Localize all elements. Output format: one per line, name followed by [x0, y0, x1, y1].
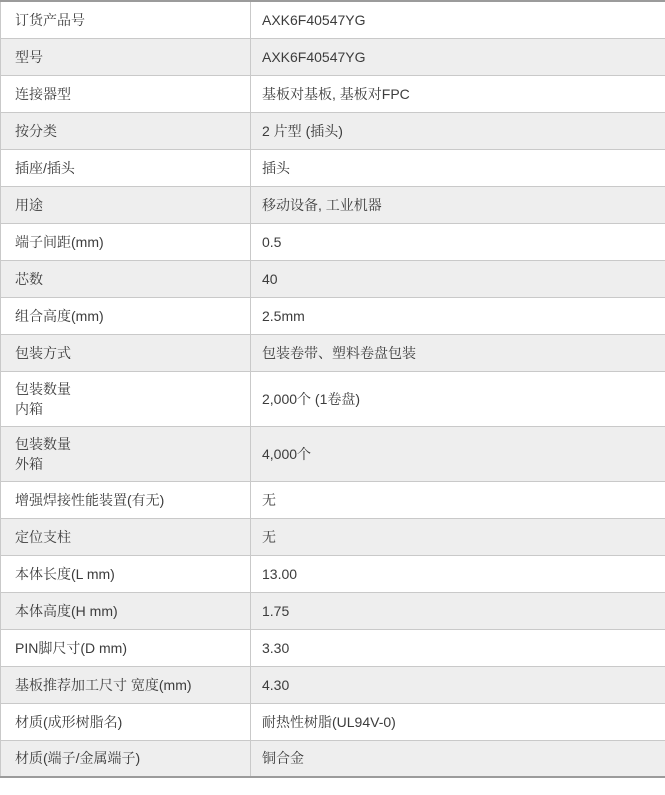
spec-label: 插座/插头	[1, 149, 251, 186]
spec-label: 本体高度(H mm)	[1, 592, 251, 629]
spec-value: 耐热性树脂(UL94V-0)	[251, 703, 665, 740]
table-row	[1, 334, 665, 371]
table-row	[1, 371, 665, 426]
table-row	[1, 592, 665, 629]
spec-value: 包装卷带、塑料卷盘包装	[251, 334, 665, 371]
spec-value: AXK6F40547YG	[251, 38, 665, 75]
table-row	[1, 112, 665, 149]
spec-table-body	[1, 1, 665, 777]
table-row	[1, 703, 665, 740]
spec-value: 2,000个 (1卷盘)	[251, 371, 665, 426]
spec-label: 按分类	[1, 112, 251, 149]
spec-label: 组合高度(mm)	[1, 297, 251, 334]
spec-value: 2 片型 (插头)	[251, 112, 665, 149]
table-row	[1, 481, 665, 518]
spec-value: 铜合金	[251, 740, 665, 777]
spec-label: 基板推荐加工尺寸 宽度(mm)	[1, 666, 251, 703]
table-row	[1, 297, 665, 334]
spec-label: 材质(端子/金属端子)	[1, 740, 251, 777]
spec-label: 型号	[1, 38, 251, 75]
spec-label: 端子间距(mm)	[1, 223, 251, 260]
spec-value: 4.30	[251, 666, 665, 703]
spec-value: 无	[251, 518, 665, 555]
spec-value: 2.5mm	[251, 297, 665, 334]
spec-value: 13.00	[251, 555, 665, 592]
table-row	[1, 555, 665, 592]
spec-value: 移动设备, 工业机器	[251, 186, 665, 223]
table-row	[1, 518, 665, 555]
spec-value: 3.30	[251, 629, 665, 666]
spec-label: 包装数量 内箱	[1, 371, 251, 426]
table-row	[1, 186, 665, 223]
spec-value: 基板对基板, 基板对FPC	[251, 75, 665, 112]
spec-value: 4,000个	[251, 426, 665, 481]
table-row	[1, 740, 665, 777]
spec-value: 40	[251, 260, 665, 297]
spec-label: 包装方式	[1, 334, 251, 371]
spec-label: 定位支柱	[1, 518, 251, 555]
table-row	[1, 260, 665, 297]
spec-value: 0.5	[251, 223, 665, 260]
spec-label: 订货产品号	[1, 1, 251, 38]
spec-label: 本体长度(L mm)	[1, 555, 251, 592]
spec-label: 用途	[1, 186, 251, 223]
spec-label: 连接器型	[1, 75, 251, 112]
spec-label: 材质(成形树脂名)	[1, 703, 251, 740]
table-row	[1, 75, 665, 112]
table-row	[1, 426, 665, 481]
table-row	[1, 149, 665, 186]
table-row	[1, 1, 665, 38]
spec-label: PIN脚尺寸(D mm)	[1, 629, 251, 666]
spec-value: 无	[251, 481, 665, 518]
table-row	[1, 38, 665, 75]
spec-value: 1.75	[251, 592, 665, 629]
spec-label: 增强焊接性能装置(有无)	[1, 481, 251, 518]
table-row	[1, 629, 665, 666]
table-row	[1, 223, 665, 260]
spec-label: 包装数量 外箱	[1, 426, 251, 481]
spec-value: AXK6F40547YG	[251, 1, 665, 38]
spec-label: 芯数	[1, 260, 251, 297]
table-row	[1, 666, 665, 703]
spec-value: 插头	[251, 149, 665, 186]
